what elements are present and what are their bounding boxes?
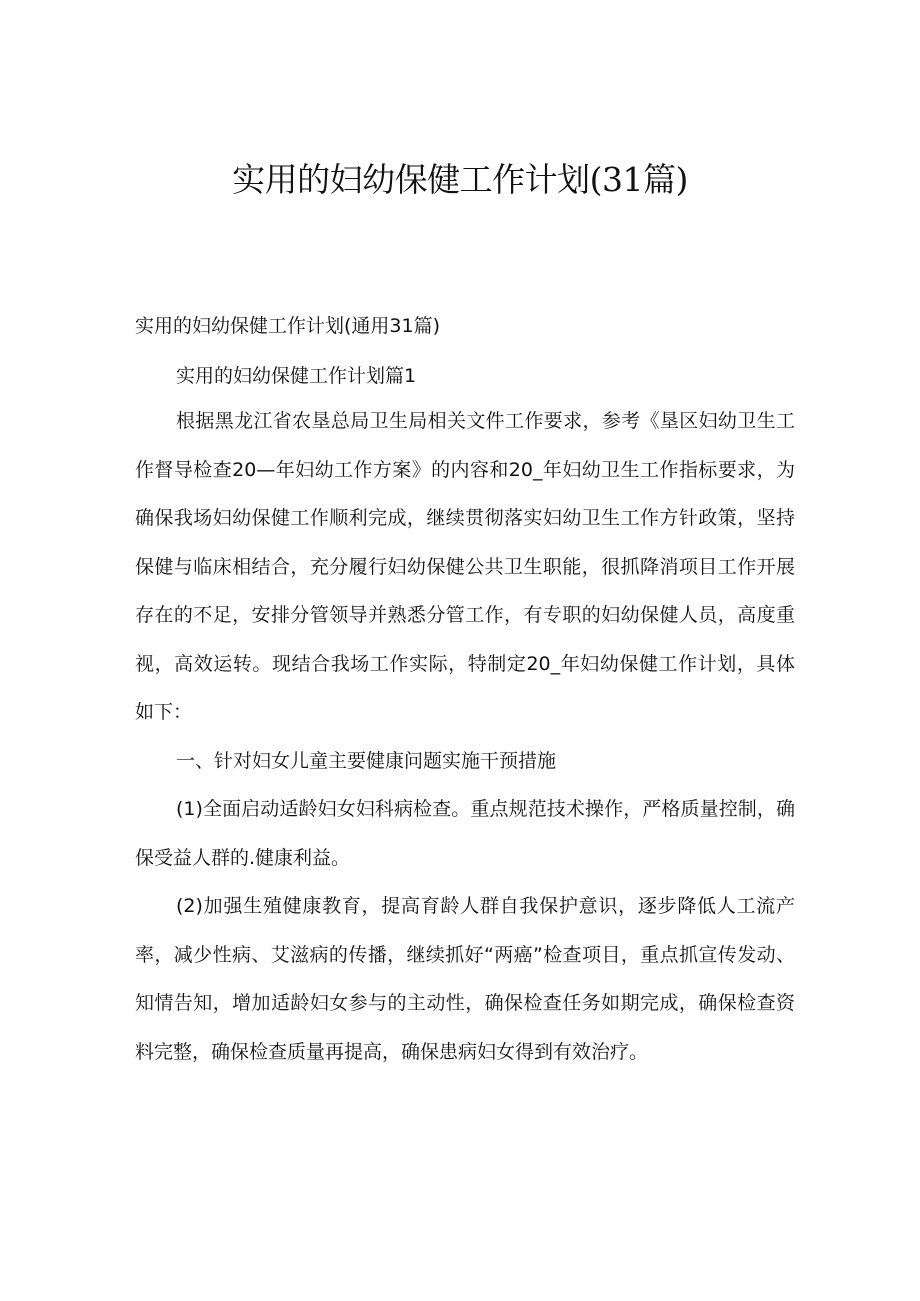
section-heading: 实用的妇幼保健工作计划篇1 (176, 365, 417, 387)
paragraph-intro: 根据黑龙江省农垦总局卫生局相关文件工作要求，参考《垦区妇幼卫生工作督导检查20—年妇幼工作方案》的内容和20_年妇幼卫生工作指标要求，为确保我场妇幼保健工作顺利完成，继续贯彻落实妇幼卫生工作方针政策，坚持保健与临床相结合，充分履行妇幼保健公共卫生职能，很抓降消项目工作开展存在的不足，安排分管领导并熟悉分管工作，有专职的妇幼保健人员，高度重视，高效运转。现结合我场工作实际，特制定20_年妇幼保健工作计划，具体如下： (135, 410, 795, 723)
paragraph-item-1: (1)全面启动适龄妇女妇科病检查。重点规范技术操作，严格质量控制，确保受益人群的.健康利益。 (135, 798, 795, 869)
paragraph-item-2: (2)加强生殖健康教育，提高育龄人群自我保护意识，逐步降低人工流产率，减少性病、艾滋病的传播，继续抓好“两癌”检查项目，重点抓宣传发动、知情告知，增加适龄妇女参与的主动性，确保检查任务如期完成，确保检查资料完整，确保检查质量再提高，确保患病妇女得到有效治疗。 (135, 895, 795, 1063)
document-title: 实用的妇幼保健工作计划(31篇) (232, 160, 688, 199)
document-subtitle: 实用的妇幼保健工作计划(通用31篇) (135, 315, 441, 337)
paragraph-section-one-heading: 一、针对妇女儿童主要健康问题实施干预措施 (176, 750, 557, 772)
